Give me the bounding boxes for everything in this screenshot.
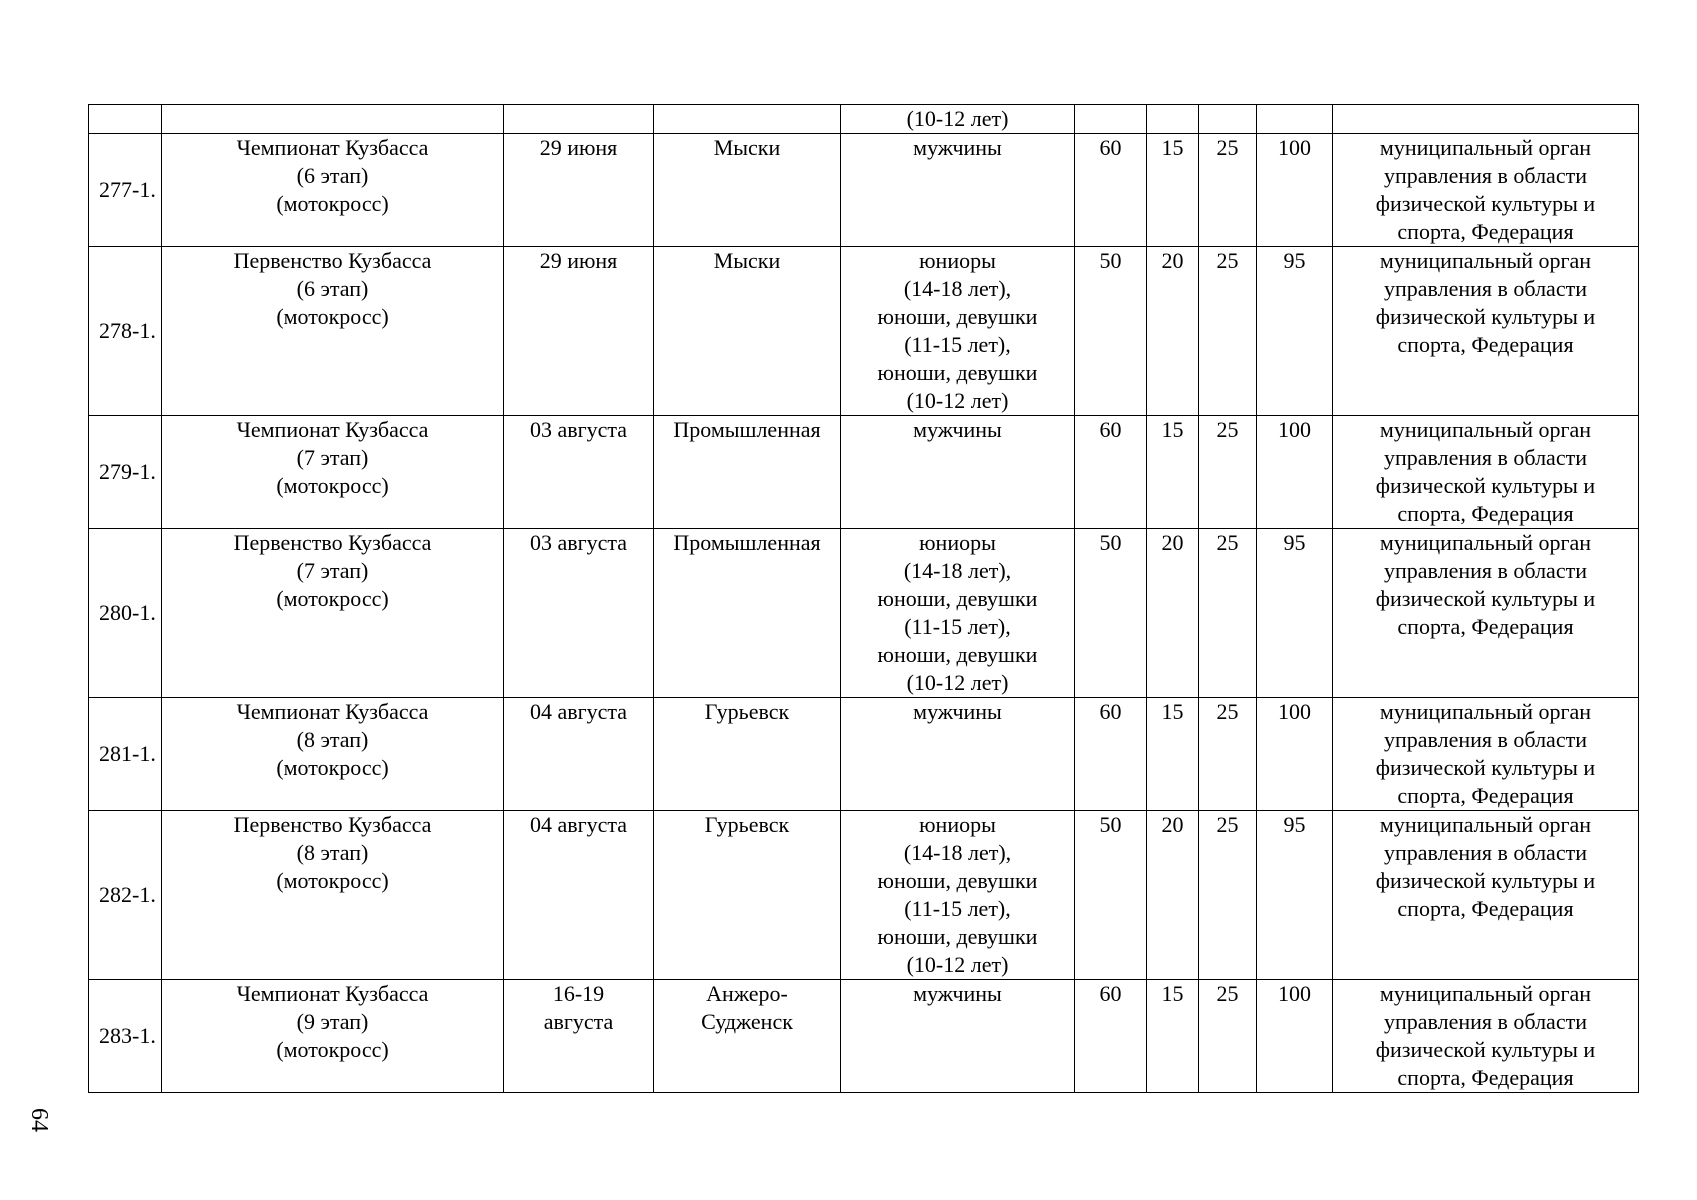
cell-date: 29 июня bbox=[504, 247, 654, 416]
cell-place: Мыски bbox=[654, 134, 841, 247]
table-row bbox=[89, 529, 1639, 698]
cell-v4: 100 bbox=[1257, 134, 1333, 247]
cell-num: 283-1. bbox=[89, 980, 162, 1093]
table-row bbox=[89, 134, 1639, 247]
cell-v3: 25 bbox=[1199, 811, 1257, 980]
cell-name: Чемпионат Кузбасса (6 этап) (мотокросс) bbox=[162, 134, 504, 247]
cell-name: Первенство Кузбасса (8 этап) (мотокросс) bbox=[162, 811, 504, 980]
cell-v2: 15 bbox=[1147, 416, 1199, 529]
cell-date: 04 августа bbox=[504, 811, 654, 980]
cell-place: Мыски bbox=[654, 247, 841, 416]
cell-date bbox=[504, 105, 654, 134]
cell-name: Первенство Кузбасса (7 этап) (мотокросс) bbox=[162, 529, 504, 698]
table-row bbox=[89, 247, 1639, 416]
cell-place: Гурьевск bbox=[654, 811, 841, 980]
cell-v3 bbox=[1199, 105, 1257, 134]
cell-organizer: муниципальный орган управления в области физической культуры и спорта, Федерация bbox=[1333, 416, 1639, 529]
cell-place: Анжеро- Судженск bbox=[654, 980, 841, 1093]
cell-place: Гурьевск bbox=[654, 698, 841, 811]
cell-organizer: муниципальный орган управления в области физической культуры и спорта, Федерация bbox=[1333, 247, 1639, 416]
cell-organizer: муниципальный орган управления в области физической культуры и спорта, Федерация bbox=[1333, 698, 1639, 811]
cell-organizer bbox=[1333, 105, 1639, 134]
cell-v2 bbox=[1147, 105, 1199, 134]
cell-category: юниоры (14-18 лет), юноши, девушки (11-15 лет), юноши, девушки (10-12 лет) bbox=[841, 247, 1075, 416]
cell-place: Промышленная bbox=[654, 529, 841, 698]
table-row bbox=[89, 416, 1639, 529]
cell-v1: 60 bbox=[1075, 416, 1147, 529]
cell-place bbox=[654, 105, 841, 134]
table-row bbox=[89, 811, 1639, 980]
cell-v1: 60 bbox=[1075, 134, 1147, 247]
cell-num: 278-1. bbox=[89, 247, 162, 416]
cell-v3: 25 bbox=[1199, 416, 1257, 529]
cell-v4: 100 bbox=[1257, 980, 1333, 1093]
cell-v2: 15 bbox=[1147, 980, 1199, 1093]
events-table bbox=[88, 104, 1639, 1093]
cell-organizer: муниципальный орган управления в области физической культуры и спорта, Федерация bbox=[1333, 134, 1639, 247]
cell-v3: 25 bbox=[1199, 529, 1257, 698]
cell-num: 281-1. bbox=[89, 698, 162, 811]
cell-v4 bbox=[1257, 105, 1333, 134]
table-row bbox=[89, 980, 1639, 1093]
cell-v3: 25 bbox=[1199, 247, 1257, 416]
cell-v4: 95 bbox=[1257, 247, 1333, 416]
cell-place: Промышленная bbox=[654, 416, 841, 529]
continued-row bbox=[89, 105, 1639, 134]
cell-category: (10-12 лет) bbox=[841, 105, 1075, 134]
cell-name: Чемпионат Кузбасса (8 этап) (мотокросс) bbox=[162, 698, 504, 811]
cell-num bbox=[89, 105, 162, 134]
cell-date: 29 июня bbox=[504, 134, 654, 247]
cell-v1: 60 bbox=[1075, 698, 1147, 811]
cell-organizer: муниципальный орган управления в области физической культуры и спорта, Федерация bbox=[1333, 811, 1639, 980]
cell-organizer: муниципальный орган управления в области физической культуры и спорта, Федерация bbox=[1333, 529, 1639, 698]
cell-num: 279-1. bbox=[89, 416, 162, 529]
cell-v1: 50 bbox=[1075, 811, 1147, 980]
cell-category: юниоры (14-18 лет), юноши, девушки (11-15 лет), юноши, девушки (10-12 лет) bbox=[841, 811, 1075, 980]
cell-category: мужчины bbox=[841, 416, 1075, 529]
cell-v2: 20 bbox=[1147, 529, 1199, 698]
cell-num: 277-1. bbox=[89, 134, 162, 247]
cell-v1: 50 bbox=[1075, 529, 1147, 698]
page-number: 64 bbox=[26, 1108, 52, 1132]
cell-category: мужчины bbox=[841, 134, 1075, 247]
cell-v3: 25 bbox=[1199, 134, 1257, 247]
cell-v2: 20 bbox=[1147, 247, 1199, 416]
cell-name: Чемпионат Кузбасса (9 этап) (мотокросс) bbox=[162, 980, 504, 1093]
cell-num: 280-1. bbox=[89, 529, 162, 698]
cell-v1 bbox=[1075, 105, 1147, 134]
cell-v4: 95 bbox=[1257, 529, 1333, 698]
cell-v4: 100 bbox=[1257, 698, 1333, 811]
cell-name: Чемпионат Кузбасса (7 этап) (мотокросс) bbox=[162, 416, 504, 529]
cell-name bbox=[162, 105, 504, 134]
cell-organizer: муниципальный орган управления в области физической культуры и спорта, Федерация bbox=[1333, 980, 1639, 1093]
cell-v1: 50 bbox=[1075, 247, 1147, 416]
cell-category: мужчины bbox=[841, 698, 1075, 811]
cell-v2: 15 bbox=[1147, 698, 1199, 811]
cell-v4: 95 bbox=[1257, 811, 1333, 980]
cell-v1: 60 bbox=[1075, 980, 1147, 1093]
cell-v3: 25 bbox=[1199, 980, 1257, 1093]
cell-num: 282-1. bbox=[89, 811, 162, 980]
cell-category: мужчины bbox=[841, 980, 1075, 1093]
cell-date: 03 августа bbox=[504, 529, 654, 698]
cell-v2: 15 bbox=[1147, 134, 1199, 247]
table-row bbox=[89, 698, 1639, 811]
cell-v4: 100 bbox=[1257, 416, 1333, 529]
cell-name: Первенство Кузбасса (6 этап) (мотокросс) bbox=[162, 247, 504, 416]
cell-category: юниоры (14-18 лет), юноши, девушки (11-15 лет), юноши, девушки (10-12 лет) bbox=[841, 529, 1075, 698]
cell-v3: 25 bbox=[1199, 698, 1257, 811]
cell-date: 16-19 августа bbox=[504, 980, 654, 1093]
cell-date: 04 августа bbox=[504, 698, 654, 811]
cell-v2: 20 bbox=[1147, 811, 1199, 980]
cell-date: 03 августа bbox=[504, 416, 654, 529]
